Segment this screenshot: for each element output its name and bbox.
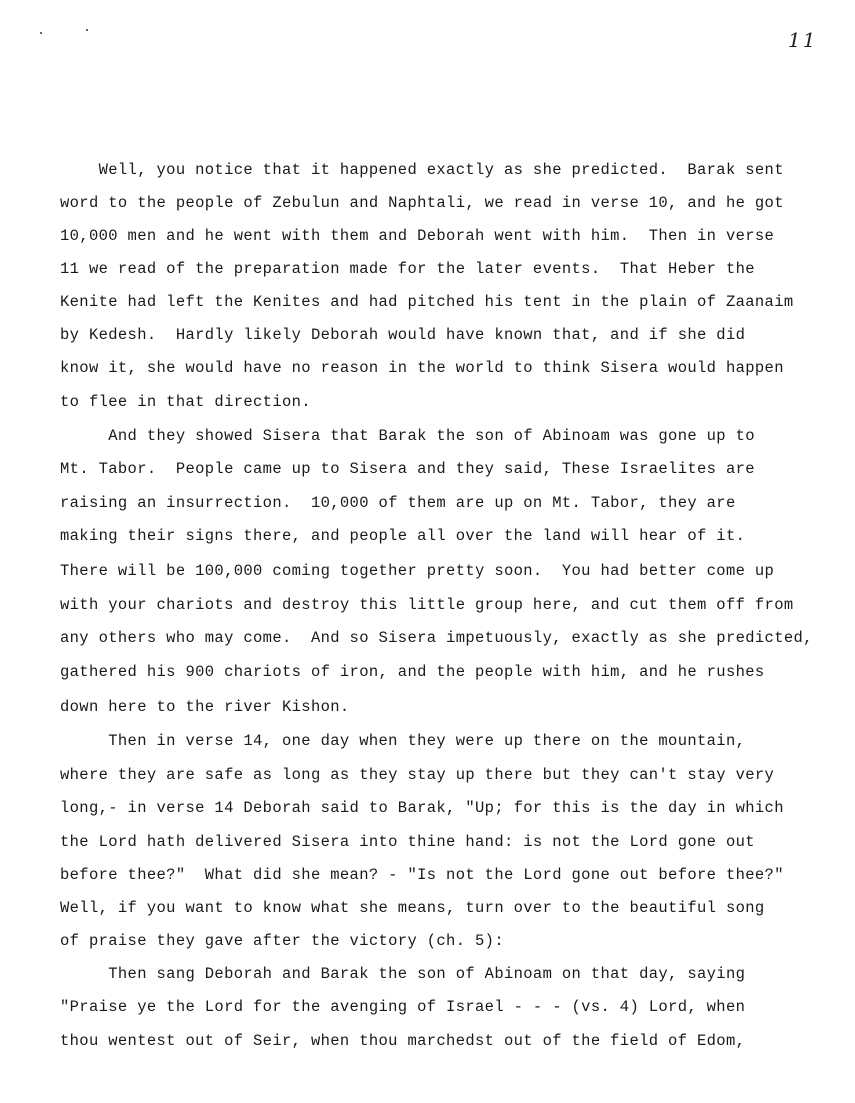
text-line: before thee?" What did she mean? - "Is not the Lord gone out before thee?" <box>60 866 784 884</box>
text-line: Well, if you want to know what she means, turn over to the beautiful song <box>60 899 765 917</box>
text-line: There will be 100,000 coming together pretty soon. You had better come up <box>60 562 775 580</box>
text-line: making their signs there, and people all over the land will hear of it. <box>60 527 746 545</box>
text-line: with your chariots and destroy this little group here, and cut them off from <box>60 596 794 614</box>
text-line: "Praise ye the Lord for the avenging of Israel - - - (vs. 4) Lord, when <box>60 998 746 1016</box>
text-line: 11 we read of the preparation made for the later events. That Heber the <box>60 260 755 278</box>
text-line: Mt. Tabor. People came up to Sisera and they said, These Israelites are <box>60 460 755 478</box>
text-line: any others who may come. And so Sisera impetuously, exactly as she predicted, <box>60 629 813 647</box>
text-line: Kenite had left the Kenites and had pitched his tent in the plain of Zaanaim <box>60 293 794 311</box>
text-line: know it, she would have no reason in the world to think Sisera would happen <box>60 359 784 377</box>
text-line: of praise they gave after the victory (ch. 5): <box>60 932 504 950</box>
text-line: thou wentest out of Seir, when thou marchedst out of the field of Edom, <box>60 1032 746 1050</box>
text-line: to flee in that direction. <box>60 393 311 411</box>
text-line: where they are safe as long as they stay up there but they can't stay very <box>60 766 775 784</box>
text-line: Then in verse 14, one day when they were up there on the mountain, <box>60 732 746 750</box>
text-line: Then sang Deborah and Barak the son of Abinoam on that day, saying <box>60 965 746 983</box>
text-line: word to the people of Zebulun and Naphtali, we read in verse 10, and he got <box>60 194 784 212</box>
text-line: long,- in verse 14 Deborah said to Barak, "Up; for this is the day in which <box>60 799 784 817</box>
text-line: And they showed Sisera that Barak the son of Abinoam was gone up to <box>60 427 755 445</box>
scan-speck <box>86 29 88 31</box>
text-line: the Lord hath delivered Sisera into thine hand: is not the Lord gone out <box>60 833 755 851</box>
page-number: 11 <box>788 28 818 52</box>
text-line: gathered his 900 chariots of iron, and the people with him, and he rushes <box>60 663 765 681</box>
text-line: 10,000 men and he went with them and Deborah went with him. Then in verse <box>60 227 775 245</box>
text-line: down here to the river Kishon. <box>60 698 350 716</box>
text-line: Well, you notice that it happened exactly as she predicted. Barak sent <box>60 161 784 179</box>
text-line: raising an insurrection. 10,000 of them are up on Mt. Tabor, they are <box>60 494 736 512</box>
scan-speck <box>40 32 42 34</box>
text-line: by Kedesh. Hardly likely Deborah would have known that, and if she did <box>60 326 746 344</box>
